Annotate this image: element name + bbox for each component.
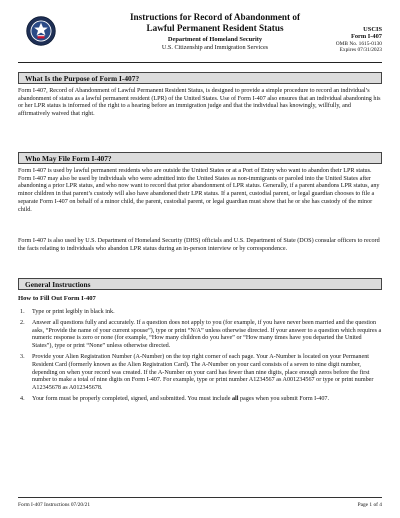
list-item-text: Your form must be properly completed, signed, and submitted. You must include bbox=[32, 395, 232, 402]
department-name: Department of Homeland Security bbox=[167, 36, 263, 43]
meta-form-number: Form I-407 bbox=[350, 33, 382, 41]
list-item-text: Provide your Alien Registration Number (A-Number) on the top right corner of each page. Your A-Number is located on your Permanent Resident Card (formerly known as the Alien Registration Card). The A-Number on your card consists of a seven to nine digit number, depending on when your record was created. If the A-Number on your card has fewer than nine digits, place enough zeros before the first number to make a total of nine digits on Form I-407. For example, type or print number A1234567 as A001234567 or type or print number A12345678 as A012345678. bbox=[32, 354, 374, 391]
list-item-text: Answer all questions fully and accurately. If a question does not apply to you (for example, if you have never been married and the question asks, “Provide the name of your current spouse”), type or print “N/A” unless otherwise directed. If your answer to a question which requires a numeric response is zero or none (for example, “How many children do you have” or “How many times have you departed the United States”), type or print “None” unless otherwise directed. bbox=[32, 320, 382, 350]
footer-form-edition: Form I-407 Instructions 07/20/21 bbox=[18, 502, 91, 508]
title-line-2: Lawful Permanent Resident Status bbox=[146, 22, 284, 33]
list-item-number: 3. bbox=[20, 354, 25, 361]
section-heading-who-may-file bbox=[18, 152, 382, 164]
instruction-list bbox=[18, 309, 382, 407]
title-line-1: Instructions for Record of Abandonment of bbox=[129, 12, 301, 22]
section-heading-general-instructions bbox=[18, 278, 382, 290]
section-heading-text: General Instructions bbox=[25, 279, 91, 289]
meta-omb-number: OMB No. 1615-0130 bbox=[335, 40, 382, 47]
list-item-text-end: pages when you submit Form I-407. bbox=[238, 395, 330, 402]
list-item bbox=[18, 309, 382, 317]
dhs-seal-icon bbox=[26, 16, 56, 46]
header-divider bbox=[18, 62, 382, 63]
list-item-text: Type or print legibly in black ink. bbox=[32, 309, 115, 315]
form-meta bbox=[302, 26, 382, 54]
list-item bbox=[18, 320, 382, 351]
agency-name: U.S. Citizenship and Immigration Services bbox=[161, 44, 269, 51]
list-item-number: 4. bbox=[20, 395, 25, 402]
section-heading-text: Who May File Form I-407? bbox=[25, 153, 112, 163]
subheading-how-to-fill-out: How to Fill Out Form I-407 bbox=[18, 295, 96, 302]
meta-expiration: Expires 07/31/2023 bbox=[339, 47, 382, 54]
who-may-file-paragraph-2: Form I-407 is also used by U.S. Department of Homeland Security (DHS) officials and U.S. Department of State (DOS) consular officers to record the facts relating to individuals who abandon LPR status during an in-person interview or by correspondence. bbox=[18, 238, 380, 252]
who-may-file-paragraph-1: Form I-407 is used by lawful permanent residents who are outside the United States or at a Port of Entry who want to abandon their LPR status. Form I-407 may also be used by individuals who were admitted into the United States as non-immigrants or paroled into the United States after abandoning a prior LPR status, and who now want to record that prior abandonment of LPR status. Generally, if a parent abandons LPR status, any minor children in that parent’s custody will also have abandoned their LPR status. If a parent, custodial parent, or legal guardian chooses to file a separate Form I-407 on behalf of a minor child, the parent, custodial parent, or legal guardian must show that he or she has custody of the minor child. bbox=[18, 168, 380, 213]
list-item-number: 1. bbox=[20, 309, 25, 315]
section-heading-text: What Is the Purpose of Form I-407? bbox=[25, 73, 140, 83]
meta-agency: USCIS bbox=[363, 26, 382, 33]
form-title bbox=[110, 12, 320, 33]
list-item-number: 2. bbox=[20, 320, 25, 326]
form-header bbox=[18, 10, 382, 54]
footer-page-number: Page 1 of 4 bbox=[357, 502, 382, 508]
section-heading-purpose bbox=[18, 72, 382, 84]
list-item bbox=[18, 354, 382, 393]
list-item-emphasis: all bbox=[231, 395, 239, 402]
purpose-paragraph: Form I-407, Record of Abandonment of Lawful Permanent Resident Status, is designed to provide a simple procedure to record an individual’s abandonment of status as a lawful permanent resident (LPR) of the United States. Use of Form I-407 also ensures that an individual abandoning his or her LPR status is informed of the right to a hearing before an immigration judge and that the individual has knowingly, willfully, and affirmatively waived that right. bbox=[18, 88, 381, 118]
footer-divider bbox=[18, 497, 382, 498]
list-item bbox=[18, 396, 382, 404]
